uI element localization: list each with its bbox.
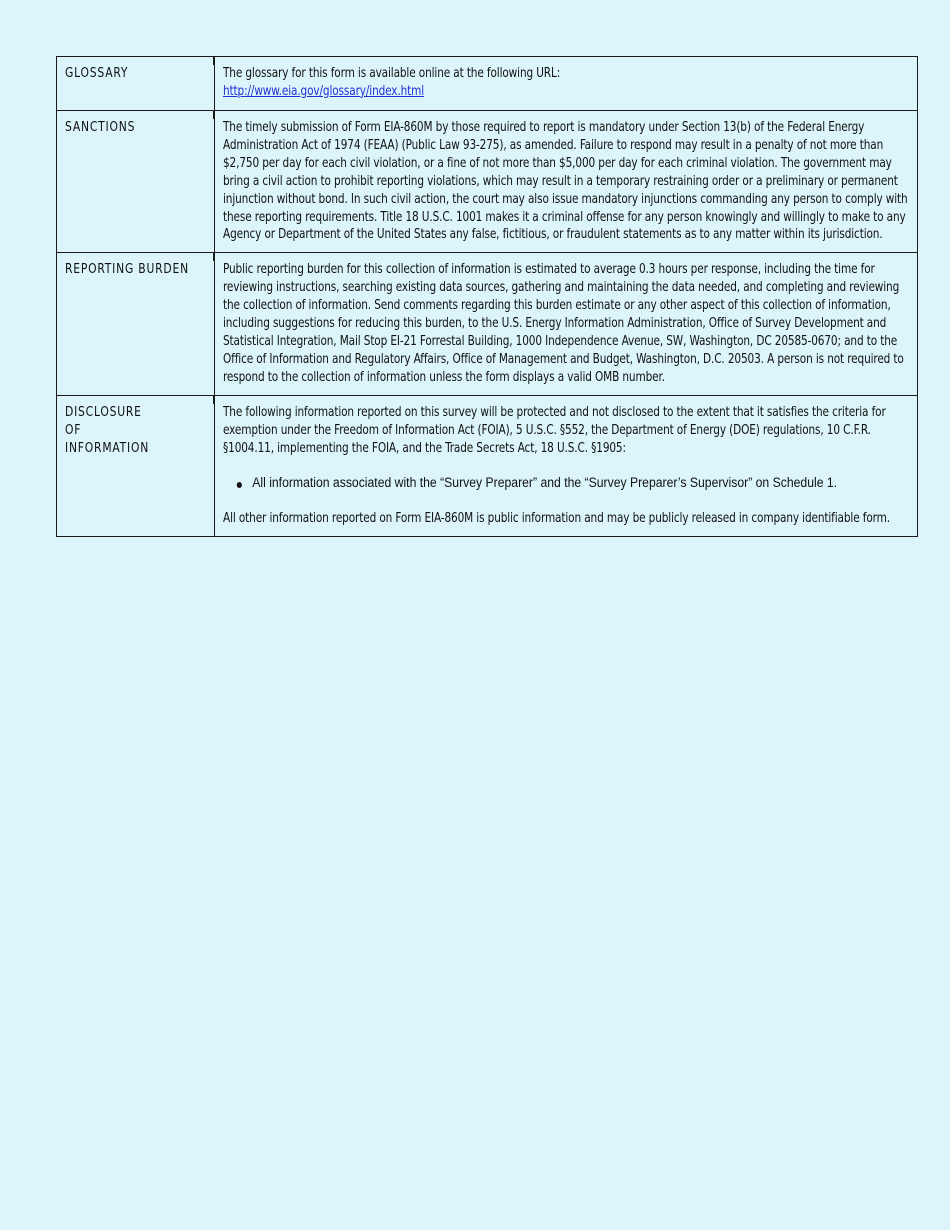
glossary-text-block xyxy=(223,65,908,101)
glossary-label: GLOSSARY xyxy=(65,65,129,81)
disclosure-bullet-list xyxy=(223,475,908,493)
disclosure-bullet-text: All information associated with the “Survey Preparer” and the “Survey Preparer’s Supervisor” on Schedule 1. xyxy=(252,475,838,492)
disclosure-text-block xyxy=(223,404,908,529)
disclosure-closing: All other information reported on Form EIA-860M is public information and may be publicly released in company identifiable form. xyxy=(223,510,890,527)
sanctions-label: SANCTIONS xyxy=(65,119,136,135)
disclosure-intro: The following information reported on this survey will be protected and not disclosed to the extent that it satisfies the criteria for exemption under the Freedom of Information Act (FOIA), 5 U.S.C. §552, the Department of Energy (DOE) regulations, 10 C.F.R. §1004.11, implementing the FOIA, and the Trade Secrets Act, 18 U.S.C. §1905: xyxy=(223,403,886,456)
glossary-row xyxy=(57,57,918,111)
disclosure-bullet-item xyxy=(252,475,908,493)
reporting-burden-label-cell xyxy=(57,253,215,395)
glossary-label-cell xyxy=(57,57,215,111)
disclosure-row xyxy=(57,395,918,537)
glossary-content-cell xyxy=(215,57,918,111)
reporting-burden-row xyxy=(57,253,918,395)
disclosure-label-cell xyxy=(57,395,215,537)
sanctions-row xyxy=(57,111,918,253)
reporting-burden-text: Public reporting burden for this collection of information is estimated to average 0.3 hours per response, including the time for reviewing instructions, searching existing data sources, gathering and maintaining the data needed, and completing and reviewing the collection of information. Send comments regarding this burden estimate or any other aspect of this collection of information, including suggestions for reducing this burden, to the U.S. Energy Information Administration, Office of Survey Development and Statistical Integration, Mail Stop EI-21 Forrestal Building, 1000 Independence Avenue, SW, Washington, DC 20585-0670; and to the Office of Information and Regulatory Affairs, Office of Management and Budget, Washington, D.C. 20503. A person is not required to respond to the collection of information unless the form displays a valid OMB number. xyxy=(223,261,904,385)
sanctions-label-cell xyxy=(57,111,215,253)
glossary-text: The glossary for this form is available online at the following URL: xyxy=(223,65,561,81)
reporting-burden-content-cell xyxy=(215,253,918,395)
glossary-link[interactable]: http://www.eia.gov/glossary/index.html xyxy=(223,82,425,99)
disclosure-label: DISCLOSURE OF INFORMATION xyxy=(65,403,150,456)
reporting-burden-label: REPORTING BURDEN xyxy=(65,261,189,278)
disclosure-content-cell xyxy=(215,395,918,537)
sanctions-content-cell xyxy=(215,111,918,253)
bullet-icon xyxy=(237,482,242,488)
instructions-table xyxy=(56,56,918,537)
sanctions-text: The timely submission of Form EIA-860M by those required to report is mandatory under Section 13(b) of the Federal Energy Administration Act of 1974 (FEAA) (Public Law 93-275), as amended. Failure to respond may result in a penalty of not more than $2,750 per day for each civil violation, or a fine of not more than $5,000 per day for each criminal violation. The government may bring a civil action to prohibit reporting violations, which may result in a temporary restraining order or a preliminary or permanent injunction without bond. In such civil action, the court may also issue mandatory injunctions commanding any person to comply with these reporting requirements. Title 18 U.S.C. 1001 makes it a criminal offense for any person knowingly and willingly to make to any Agency or Department of the United States any false, fictitious, or fraudulent statements as to any matter within its jurisdiction. xyxy=(223,119,908,243)
